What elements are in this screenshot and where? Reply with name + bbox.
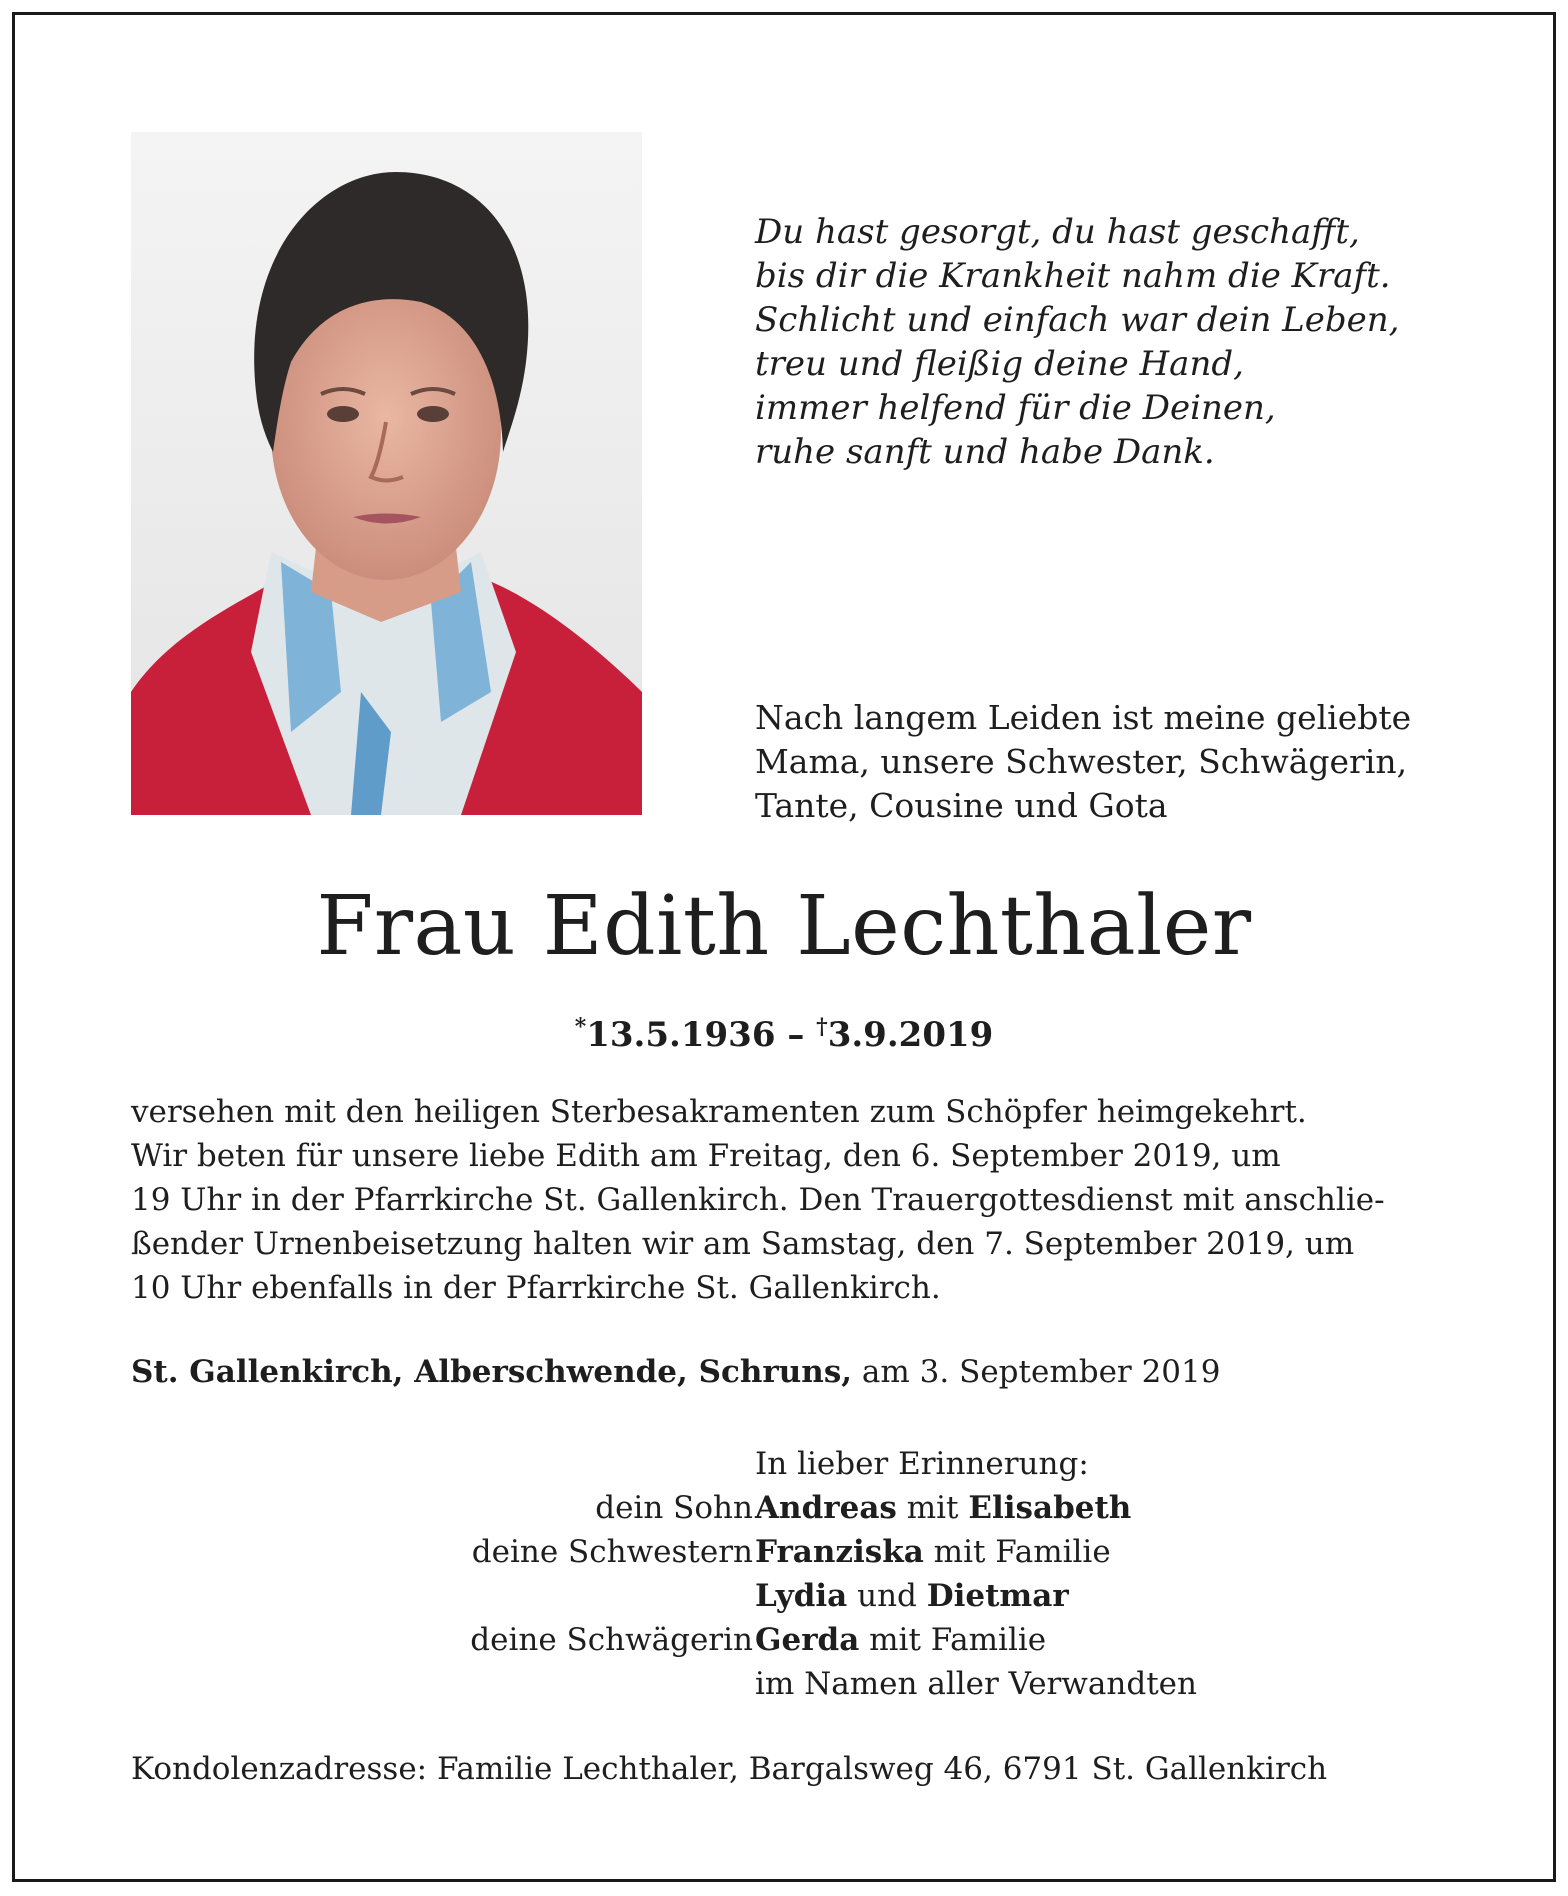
mourner-name: Lydia xyxy=(755,1578,848,1614)
mourner-joiner: mit Familie xyxy=(859,1622,1047,1658)
intro-line: Nach langem Leiden ist meine geliebte xyxy=(755,698,1412,737)
mourners-closing-row xyxy=(0,1662,1568,1706)
body-line: 10 Uhr ebenfalls in der Pfarrkirche St. Gallenkirch. xyxy=(131,1270,941,1306)
mourners-list xyxy=(0,1442,1568,1706)
deceased-name: Frau Edith Lechthaler xyxy=(316,879,1252,974)
mourner-row xyxy=(0,1574,1568,1618)
birth-mark: * xyxy=(574,1014,587,1040)
mourner-name: Gerda xyxy=(755,1622,860,1658)
announcement-body xyxy=(131,1090,1437,1310)
poem-line: ruhe sanft und habe Dank. xyxy=(755,432,1215,472)
body-line: versehen mit den heiligen Sterbesakramenten zum Schöpfer heimgekehrt. xyxy=(131,1094,1307,1130)
mourners-closing: im Namen aller Verwandten xyxy=(755,1666,1197,1702)
poem-line: bis dir die Krankheit nahm die Kraft. xyxy=(755,256,1391,296)
intro-line: Tante, Cousine und Gota xyxy=(755,786,1168,825)
body-line: Wir beten für unsere liebe Edith am Freitag, den 6. September 2019, um xyxy=(131,1138,1281,1174)
death-mark: † xyxy=(816,1014,828,1040)
poem-line: treu und fleißig deine Hand, xyxy=(755,344,1244,384)
death-date: 3.9.2019 xyxy=(827,1015,994,1055)
condolence-address: Kondolenzadresse: Familie Lechthaler, Bargalsweg 46, 6791 St. Gallenkirch xyxy=(131,1751,1328,1787)
memorial-poem xyxy=(755,210,1399,474)
mourner-row xyxy=(0,1530,1568,1574)
mourner-name: Elisabeth xyxy=(968,1490,1132,1526)
poem-line: immer helfend für die Deinen, xyxy=(755,388,1276,428)
life-dates xyxy=(0,1005,1568,1057)
mourner-relation: deine Schwestern xyxy=(471,1534,753,1570)
body-line: ßender Urnenbeisetzung halten wir am Samstag, den 7. September 2019, um xyxy=(131,1226,1355,1262)
body-line: 19 Uhr in der Pfarrkirche St. Gallenkirch. Den Trauergottesdienst mit anschlie- xyxy=(131,1182,1385,1218)
mourners-heading-row xyxy=(0,1442,1568,1486)
mourner-row xyxy=(0,1486,1568,1530)
mourner-name: Andreas xyxy=(755,1490,897,1526)
place-and-date xyxy=(131,1350,1220,1394)
place-names: St. Gallenkirch, Alberschwende, Schruns, xyxy=(131,1354,853,1390)
announcement-date: am 3. September 2019 xyxy=(852,1354,1221,1390)
poem-line: Du hast gesorgt, du hast geschafft, xyxy=(755,212,1360,252)
portrait-photo xyxy=(131,132,642,815)
birth-date: 13.5.1936 xyxy=(586,1015,776,1055)
mourner-joiner: mit xyxy=(896,1490,969,1526)
mourner-row xyxy=(0,1618,1568,1662)
intro-line: Mama, unsere Schwester, Schwägerin, xyxy=(755,742,1408,781)
poem-line: Schlicht und einfach war dein Leben, xyxy=(755,300,1400,340)
mourner-name: Franziska xyxy=(755,1534,924,1570)
mourner-relation: dein Sohn xyxy=(595,1490,753,1526)
intro-text xyxy=(755,696,1411,828)
mourner-joiner: und xyxy=(847,1578,927,1614)
mourner-relation: deine Schwägerin xyxy=(470,1622,753,1658)
mourners-heading: In lieber Erinnerung: xyxy=(755,1446,1089,1482)
date-separator: – xyxy=(775,1015,817,1055)
mourner-name: Dietmar xyxy=(926,1578,1069,1614)
mourner-joiner: mit Familie xyxy=(923,1534,1111,1570)
